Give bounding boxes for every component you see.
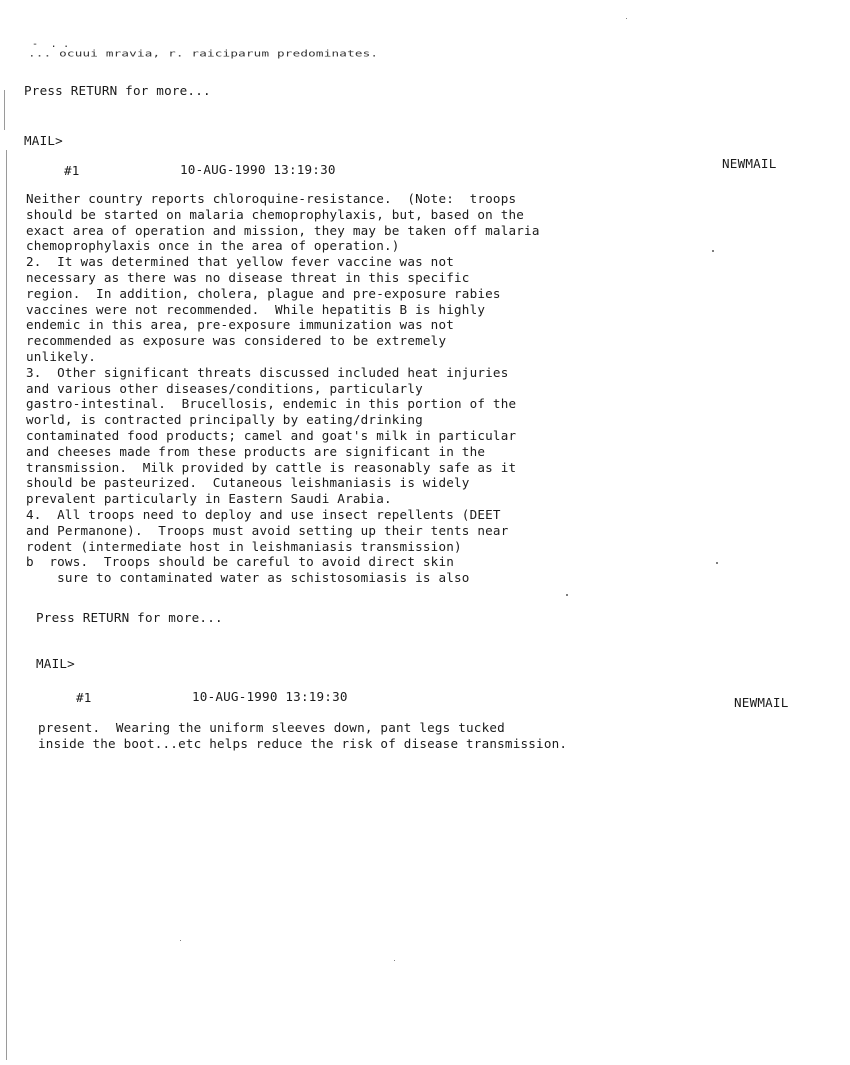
message-date: 10-AUG-1990 13:19:30 bbox=[180, 162, 336, 177]
left-margin-mark-top bbox=[4, 90, 5, 130]
message-body-line: region. In addition, cholera, plague and pre-exposure rabies bbox=[26, 285, 501, 301]
message-body-line: recommended as exposure was considered to be extremely bbox=[26, 333, 447, 349]
top-marks: - . . bbox=[32, 39, 70, 50]
message-body-line: chemoprophylaxis once in the area of operation.) bbox=[26, 238, 400, 254]
scan-speck bbox=[566, 594, 568, 596]
scan-speck bbox=[712, 250, 714, 252]
message-folder-2: NEWMAIL bbox=[734, 695, 789, 710]
message-body-line: inside the boot...etc helps reduce the risk of disease transmission. bbox=[38, 735, 568, 751]
message-body-line: 4. All troops need to deploy and use insect repellents (DEET bbox=[26, 506, 501, 522]
message-body-line: vaccines were not recommended. While hepatitis B is highly bbox=[26, 301, 486, 317]
scan-speck bbox=[394, 960, 395, 961]
message-body-line: endemic in this area, pre-exposure immunization was not bbox=[26, 317, 455, 333]
message-date-2: 10-AUG-1990 13:19:30 bbox=[192, 689, 348, 704]
scan-speck bbox=[716, 562, 718, 564]
scan-speck bbox=[626, 18, 627, 19]
message-body-line: gastro-intestinal. Brucellosis, endemic in this portion of the bbox=[26, 396, 517, 412]
mail-prompt: MAIL> bbox=[24, 133, 63, 148]
message-body-line: rodent (intermediate host in leishmaniasis transmission) bbox=[26, 538, 462, 554]
message-body-line: and Permanone). Troops must avoid setting up their tents near bbox=[26, 522, 509, 538]
top-fragment-line: ... ocuui mravia, r. raiciparum predominates. bbox=[28, 48, 379, 59]
scan-speck bbox=[180, 940, 181, 941]
message-body-line: exact area of operation and mission, they may be taken off malaria bbox=[26, 222, 540, 238]
message-body-line: necessary as there was no disease threat in this specific bbox=[26, 269, 470, 285]
message-number: #1 bbox=[64, 163, 80, 178]
message-body-line: Neither country reports chloroquine-resistance. (Note: troops bbox=[26, 191, 517, 206]
left-margin-mark bbox=[6, 150, 7, 1060]
message-body-line: sure to contaminated water as schistosomiasis is also bbox=[26, 570, 470, 586]
message-body-line: prevalent particularly in Eastern Saudi Arabia. bbox=[26, 491, 392, 507]
message-body-line: world, is contracted principally by eating/drinking bbox=[26, 412, 423, 428]
message-body-line: should be started on malaria chemoprophylaxis, but, based on the bbox=[26, 206, 525, 222]
message-body-line: contaminated food products; camel and goat's milk in particular bbox=[26, 427, 517, 443]
more-prompt: Press RETURN for more... bbox=[24, 83, 211, 98]
message-body-line: unlikely. bbox=[26, 348, 97, 364]
message-folder: NEWMAIL bbox=[722, 156, 777, 171]
message-body-line: 2. It was determined that yellow fever vaccine was not bbox=[26, 254, 455, 270]
message-body-line: b rows. Troops should be careful to avoid direct skin bbox=[26, 554, 455, 570]
message-body-line: 3. Other significant threats discussed included heat injuries bbox=[26, 364, 509, 380]
message-body-line: and cheeses made from these products are significant in the bbox=[26, 443, 486, 459]
more-prompt-2: Press RETURN for more... bbox=[36, 610, 223, 625]
mail-prompt-2: MAIL> bbox=[36, 656, 75, 671]
message-body bbox=[26, 191, 540, 586]
message-body-line: should be pasteurized. Cutaneous leishmaniasis is widely bbox=[26, 475, 470, 491]
message-number-2: #1 bbox=[76, 690, 92, 705]
message-body-line: present. Wearing the uniform sleeves down, pant legs tucked bbox=[38, 720, 505, 735]
message-body-line: and various other diseases/conditions, particularly bbox=[26, 380, 423, 396]
message-body-line: transmission. Milk provided by cattle is reasonably safe as it bbox=[26, 459, 517, 475]
message-body-2 bbox=[38, 720, 567, 752]
